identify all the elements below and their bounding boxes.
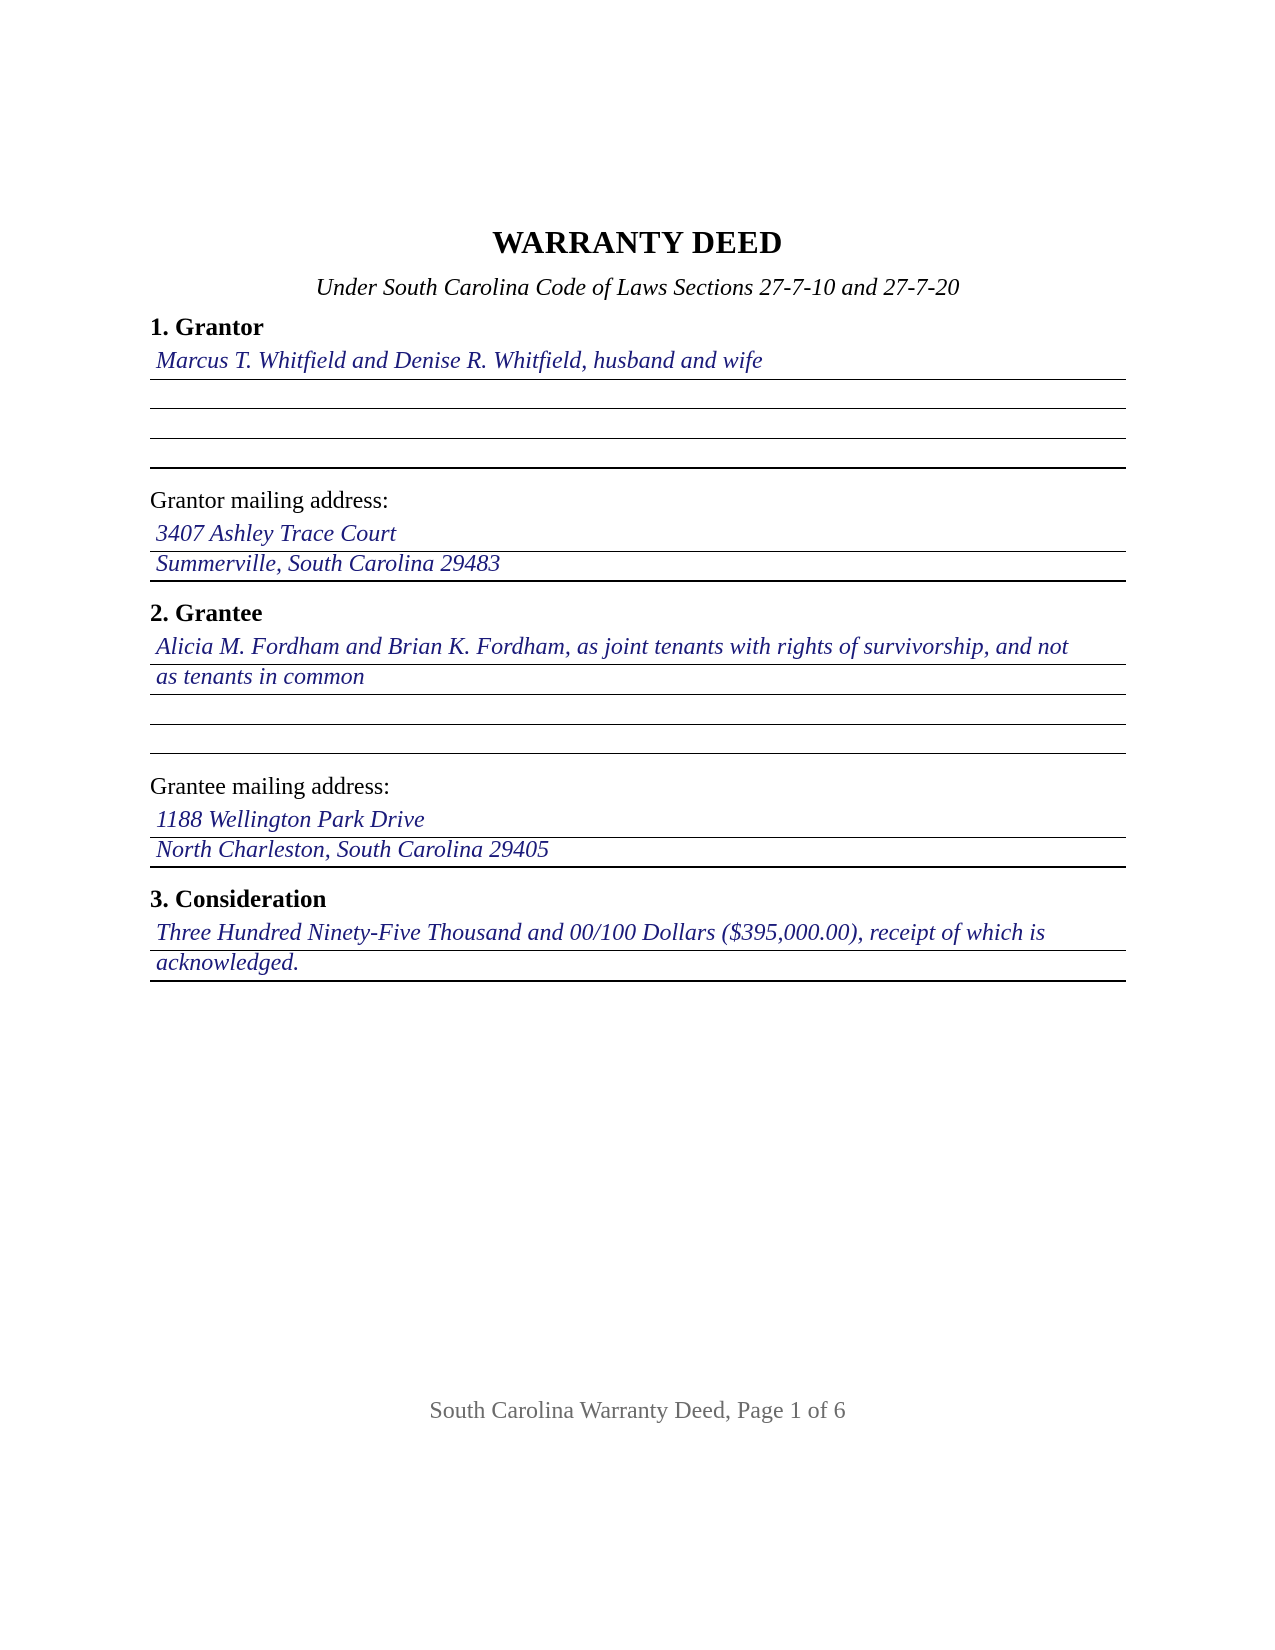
grantee-address-label: Grantee mailing address: bbox=[150, 774, 390, 800]
grantee-rule-3 bbox=[150, 724, 1126, 725]
document-title: WARRANTY DEED bbox=[492, 224, 783, 260]
grantee-address-line-2: North Charleston, South Carolina 29405 bbox=[156, 837, 550, 863]
document-subtitle: Under South Carolina Code of Laws Sections 27-7-10 and 27-7-20 bbox=[315, 275, 960, 301]
grantor-address-rule-2 bbox=[150, 580, 1126, 582]
grantor-address-line-2: Summerville, South Carolina 29483 bbox=[156, 551, 501, 577]
consideration-line-2: acknowledged. bbox=[156, 950, 300, 976]
grantee-heading: 2. Grantee bbox=[150, 600, 263, 627]
grantee-rule-2 bbox=[150, 694, 1126, 695]
grantor-rule-2 bbox=[150, 408, 1126, 409]
consideration-rule-2 bbox=[150, 980, 1126, 982]
grantor-rule-1 bbox=[150, 379, 1126, 380]
grantor-address-label: Grantor mailing address: bbox=[150, 488, 389, 514]
grantor-address-line-1: 3407 Ashley Trace Court bbox=[156, 521, 397, 547]
grantor-heading: 1. Grantor bbox=[150, 314, 264, 341]
page-footer: South Carolina Warranty Deed, Page 1 of 6 bbox=[429, 1398, 846, 1424]
consideration-line-1: Three Hundred Ninety-Five Thousand and 00/100 Dollars ($395,000.00), receipt of which is bbox=[156, 920, 1046, 946]
grantee-name-line-1: Alicia M. Fordham and Brian K. Fordham, as joint tenants with rights of survivorship, and not bbox=[156, 634, 1069, 660]
grantor-name-line-1: Marcus T. Whitfield and Denise R. Whitfield, husband and wife bbox=[156, 348, 763, 374]
grantor-rule-3 bbox=[150, 438, 1126, 439]
grantor-rule-4 bbox=[150, 467, 1126, 469]
grantee-address-rule-2 bbox=[150, 866, 1126, 868]
grantee-address-line-1: 1188 Wellington Park Drive bbox=[156, 807, 425, 833]
grantee-rule-4 bbox=[150, 753, 1126, 754]
grantee-name-line-2: as tenants in common bbox=[156, 664, 365, 690]
consideration-heading: 3. Consideration bbox=[150, 886, 327, 913]
